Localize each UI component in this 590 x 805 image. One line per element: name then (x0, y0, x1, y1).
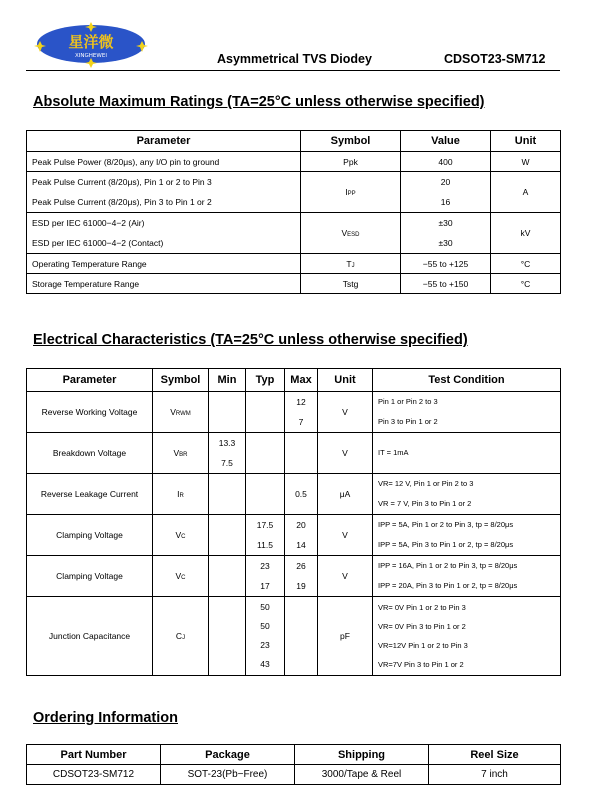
symbol-cell (301, 152, 401, 172)
symbol-main: V (175, 530, 182, 540)
abs-max-header-row (27, 131, 561, 152)
min-cell (209, 392, 246, 433)
typ-cell (246, 392, 285, 433)
condition-cell-line: IPP = 20A, Pin 3 to Pin 1 or 2, tp = 8/20μs (378, 581, 518, 590)
condition-cell-line: VR= 0V Pin 3 to Pin 1 or 2 (378, 622, 466, 631)
table-row (27, 765, 561, 785)
abs-max-table (26, 130, 561, 294)
condition-cell-line: VR= 0V Pin 1 or 2 to Pin 3 (378, 603, 466, 612)
symbol-main: Ppk (343, 156, 358, 167)
value-line: ±30 (438, 238, 453, 248)
logo-en-text: XINGHEWEI (75, 53, 107, 59)
min-cell (209, 515, 246, 556)
electrical-header-cell: Typ (246, 369, 285, 392)
max-cell-line: 7 (298, 417, 304, 427)
param-line: Peak Pulse Current (8/20μs), Pin 1 or 2 to Pin 3 (32, 177, 212, 187)
condition-cell (373, 392, 561, 433)
max-cell-line: 0.5 (295, 489, 307, 499)
condition-cell (373, 474, 561, 515)
ordering-header-cell: Reel Size (429, 745, 561, 765)
max-cell (285, 392, 318, 433)
param-cell: Reverse Working Voltage (27, 392, 153, 433)
unit-cell: V (318, 392, 373, 433)
typ-cell (246, 597, 285, 676)
min-cell (209, 474, 246, 515)
electrical-table-body (27, 392, 561, 676)
symbol-cell (153, 556, 209, 597)
max-cell (285, 474, 318, 515)
symbol-sub: RWM (175, 411, 191, 417)
condition-cell (373, 515, 561, 556)
unit-cell: kV (491, 213, 561, 254)
value-cell (401, 213, 491, 254)
electrical-header-row (27, 369, 561, 392)
param-cell: Clamping Voltage (27, 515, 153, 556)
symbol-cell (153, 515, 209, 556)
ordering-cell: SOT-23(Pb−Free) (161, 765, 295, 785)
max-cell-line: 20 (296, 520, 306, 530)
max-cell-line: 26 (296, 561, 306, 571)
unit-cell: V (318, 515, 373, 556)
header-divider (26, 70, 560, 71)
symbol-cell (301, 274, 401, 294)
param-cell: Storage Temperature Range (27, 274, 301, 294)
condition-cell-line: Pin 3 to Pin 1 or 2 (378, 417, 438, 426)
param-cell: Junction Capacitance (27, 597, 153, 676)
logo-cn-text: 星洋微 (68, 33, 114, 51)
electrical-header-cell: Test Condition (373, 369, 561, 392)
unit-cell: W (491, 152, 561, 172)
abs-max-header-cell: Unit (491, 131, 561, 152)
electrical-header-cell: Max (285, 369, 318, 392)
electrical-title: Electrical Characteristics (TA=25°C unless otherwise specified) (33, 332, 468, 348)
symbol-main: V (341, 228, 348, 238)
max-cell-line: 19 (296, 581, 306, 591)
symbol-main: I (345, 187, 348, 197)
table-row (27, 213, 561, 254)
ordering-title: Ordering Information (33, 710, 178, 726)
ordering-cell: CDSOT23-SM712 (27, 765, 161, 785)
min-cell (209, 433, 246, 474)
param-cell: Peak Pulse Power (8/20μs), any I/O pin to ground (27, 152, 301, 172)
table-row (27, 597, 561, 676)
table-row (27, 474, 561, 515)
table-row (27, 172, 561, 213)
unit-cell: °C (491, 274, 561, 294)
condition-cell (373, 597, 561, 676)
typ-cell (246, 515, 285, 556)
max-cell (285, 597, 318, 676)
param-line: Peak Pulse Current (8/20μs), Pin 3 to Pin 1 or 2 (32, 197, 212, 207)
value-cell: −55 to +150 (401, 274, 491, 294)
param-cell: Breakdown Voltage (27, 433, 153, 474)
param-line: ESD per IEC 61000−4−2 (Air) (32, 218, 145, 228)
typ-cell-line: 11.5 (257, 540, 273, 550)
symbol-sub: J (182, 635, 186, 641)
electrical-header-cell: Parameter (27, 369, 153, 392)
symbol-cell (301, 172, 401, 213)
abs-max-header-cell: Value (401, 131, 491, 152)
unit-cell: °C (491, 254, 561, 274)
table-row (27, 515, 561, 556)
unit-cell: μA (318, 474, 373, 515)
typ-cell-line: 23 (260, 640, 270, 650)
symbol-main: V (175, 571, 182, 581)
symbol-main: V (173, 448, 180, 458)
ordering-header-cell: Shipping (295, 745, 429, 765)
condition-cell (373, 433, 561, 474)
value-cell (401, 172, 491, 213)
electrical-header-cell: Unit (318, 369, 373, 392)
condition-cell-line: IPP = 16A, Pin 1 or 2 to Pin 3, tp = 8/20μs (378, 561, 518, 570)
unit-cell: V (318, 556, 373, 597)
max-cell-line: 12 (296, 397, 306, 407)
document-part-number: CDSOT23-SM712 (444, 52, 546, 66)
condition-cell-line: VR=7V Pin 3 to Pin 1 or 2 (378, 660, 464, 669)
unit-cell: V (318, 433, 373, 474)
condition-cell-line: VR = 7 V, Pin 3 to Pin 1 or 2 (378, 499, 472, 508)
electrical-header-cell: Symbol (153, 369, 209, 392)
table-row (27, 556, 561, 597)
condition-cell-line: IPP = 5A, Pin 1 or 2 to Pin 3, tp = 8/20μs (378, 520, 514, 529)
symbol-main: I (177, 489, 180, 499)
condition-cell-line: VR= 12 V, Pin 1 or Pin 2 to 3 (378, 479, 474, 488)
param-cell (27, 172, 301, 213)
max-cell-line: 14 (296, 540, 306, 550)
min-cell (209, 556, 246, 597)
typ-cell-line: 50 (260, 621, 270, 631)
abs-max-header-cell: Symbol (301, 131, 401, 152)
symbol-cell (153, 433, 209, 474)
typ-cell-line: 50 (260, 602, 270, 612)
value-cell: −55 to +125 (401, 254, 491, 274)
typ-cell (246, 474, 285, 515)
min-cell (209, 597, 246, 676)
symbol-main: V (170, 407, 176, 417)
unit-cell: A (491, 172, 561, 213)
table-row (27, 152, 561, 172)
typ-cell-line: 17 (260, 581, 270, 591)
ordering-table (26, 744, 561, 785)
typ-cell (246, 556, 285, 597)
electrical-table (26, 368, 561, 676)
value-line: ±30 (438, 218, 453, 228)
typ-cell (246, 433, 285, 474)
value-line: 16 (440, 197, 451, 207)
abs-max-title: Absolute Maximum Ratings (TA=25°C unless otherwise specified) (33, 94, 485, 110)
min-cell-line: 7.5 (221, 458, 233, 468)
typ-cell-line: 43 (260, 659, 270, 669)
condition-cell (373, 556, 561, 597)
ordering-cell: 7 inch (429, 765, 561, 785)
symbol-sub: J (351, 262, 355, 269)
min-cell-line: 13.3 (218, 438, 236, 448)
symbol-main: T (346, 258, 352, 269)
table-row (27, 392, 561, 433)
value-line: 20 (440, 177, 451, 187)
symbol-main: Tstg (342, 278, 359, 289)
param-cell: Operating Temperature Range (27, 254, 301, 274)
ordering-header-row (27, 745, 561, 765)
symbol-sub: BR (179, 452, 188, 458)
symbol-cell (301, 213, 401, 254)
abs-max-header-cell: Parameter (27, 131, 301, 152)
document-subtitle: Asymmetrical TVS Diodey (217, 52, 372, 66)
table-row (27, 254, 561, 274)
max-cell (285, 515, 318, 556)
ordering-header-cell: Part Number (27, 745, 161, 765)
symbol-sub: C (181, 534, 186, 540)
table-row (27, 433, 561, 474)
value-cell: 400 (401, 152, 491, 172)
electrical-header-cell: Min (209, 369, 246, 392)
unit-cell: pF (318, 597, 373, 676)
condition-cell-line: VR=12V Pin 1 or 2 to Pin 3 (378, 641, 468, 650)
symbol-cell (153, 392, 209, 433)
table-row (27, 274, 561, 294)
symbol-main: C (175, 631, 183, 641)
condition-cell-line: IPP = 5A, Pin 3 to Pin 1 or 2, tp = 8/20μs (378, 540, 514, 549)
max-cell (285, 433, 318, 474)
symbol-sub: R (179, 493, 184, 499)
symbol-cell (153, 597, 209, 676)
param-cell (27, 213, 301, 254)
symbol-cell (153, 474, 209, 515)
param-cell: Clamping Voltage (27, 556, 153, 597)
max-cell (285, 556, 318, 597)
symbol-sub: ESD (347, 232, 360, 238)
condition-cell-line: IT = 1mA (378, 448, 409, 457)
ordering-cell: 3000/Tape & Reel (295, 765, 429, 785)
param-cell: Reverse Leakage Current (27, 474, 153, 515)
ordering-header-cell: Package (161, 745, 295, 765)
company-logo (34, 22, 148, 68)
typ-cell-line: 17.5 (256, 520, 274, 530)
typ-cell-line: 23 (260, 561, 270, 571)
symbol-sub: PP (347, 191, 356, 197)
symbol-cell (301, 254, 401, 274)
condition-cell-line: Pin 1 or Pin 2 to 3 (378, 397, 438, 406)
symbol-sub: C (181, 575, 186, 581)
param-line: ESD per IEC 61000−4−2 (Contact) (32, 238, 164, 248)
